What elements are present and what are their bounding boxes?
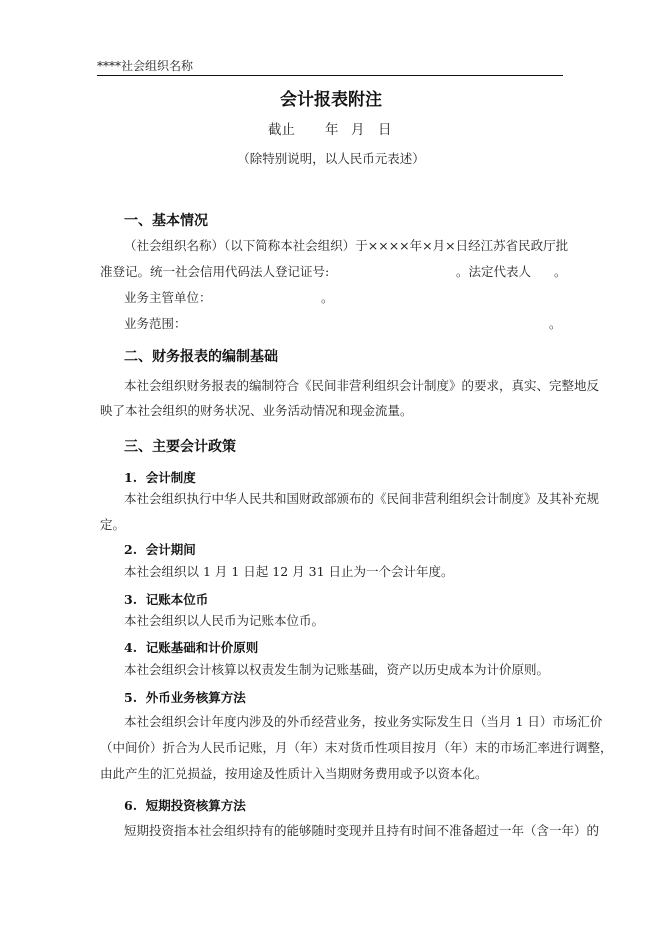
- policy-6-title: 6. 短期投资核算方法: [124, 798, 246, 813]
- policy-5-line-3: 由此产生的汇兑损益，按用途及性质计入当期财务费用或予以资本化。: [100, 766, 488, 781]
- date-month: 月: [351, 122, 365, 138]
- policy-1-line-2: 定。: [100, 517, 126, 532]
- section-1-line-2a: 准登记。统一社会信用代码法人登记证号:: [100, 264, 330, 279]
- policy-5-title: 5. 外币业务核算方法: [124, 690, 246, 705]
- subtitle: （除特别说明，以人民币元表述）: [237, 151, 425, 166]
- policy-6-line-1: 短期投资指本社会组织持有的能够随时变现并且持有时间不准备超过一年（含一年）的: [124, 823, 600, 838]
- policy-3-title: 3. 记账本位币: [124, 592, 209, 607]
- date-prefix: 截止: [268, 122, 295, 138]
- policy-2-line-1: 本社会组织以 1 月 1 日起 12 月 31 日止为一个会计年度。: [124, 564, 454, 579]
- policy-4-title: 4. 记账基础和计价原则: [124, 640, 259, 655]
- policy-1-title: 1. 会计制度: [124, 470, 196, 485]
- section-1-heading: 一、基本情况: [124, 213, 208, 229]
- policy-2-title: 2. 会计期间: [124, 542, 196, 557]
- header-rule: [97, 75, 563, 76]
- section-2-line-2: 映了本社会组织的财务状况、业务活动情况和现金流量。: [100, 403, 413, 418]
- section-1-line-2c: 。: [554, 264, 567, 279]
- supervisor-label: 业务主管单位：: [124, 290, 212, 305]
- policy-5-line-2: （中间价）折合为人民币记账，月（年）末对货币性项目按月（年）末的市场汇率进行调整，: [100, 740, 613, 755]
- section-3-heading: 三、主要会计政策: [124, 439, 236, 455]
- section-1-line-2b: 。法定代表人: [456, 264, 532, 279]
- supervisor-end: 。: [321, 290, 334, 305]
- date-year: 年: [325, 122, 339, 138]
- header-org-name: ****社会组织名称: [97, 59, 194, 73]
- scope-label: 业务范围：: [124, 316, 187, 331]
- date-day: 日: [378, 122, 392, 138]
- policy-4-line-1: 本社会组织会计核算以权责发生制为记账基础，资产以历史成本为计价原则。: [124, 662, 550, 677]
- document-title: 会计报表附注: [280, 90, 382, 110]
- policy-1-line-1: 本社会组织执行中华人民共和国财政部颁布的《民间非营利组织会计制度》及其补充规: [124, 491, 600, 506]
- section-2-line-1: 本社会组织财务报表的编制符合《民间非营利组织会计制度》的要求，真实、完整地反: [124, 378, 600, 393]
- policy-5-line-1: 本社会组织会计年度内涉及的外币经营业务，按业务实际发生日（当月 1 日）市场汇价: [124, 714, 603, 729]
- scope-end: 。: [549, 316, 562, 331]
- section-1-line-1: （社会组织名称）（以下简称本社会组织）于××××年×月×日经江苏省民政厅批: [124, 238, 569, 253]
- policy-3-line-1: 本社会组织以人民币为记账本位币。: [124, 613, 325, 628]
- section-2-heading: 二、财务报表的编制基础: [124, 349, 278, 365]
